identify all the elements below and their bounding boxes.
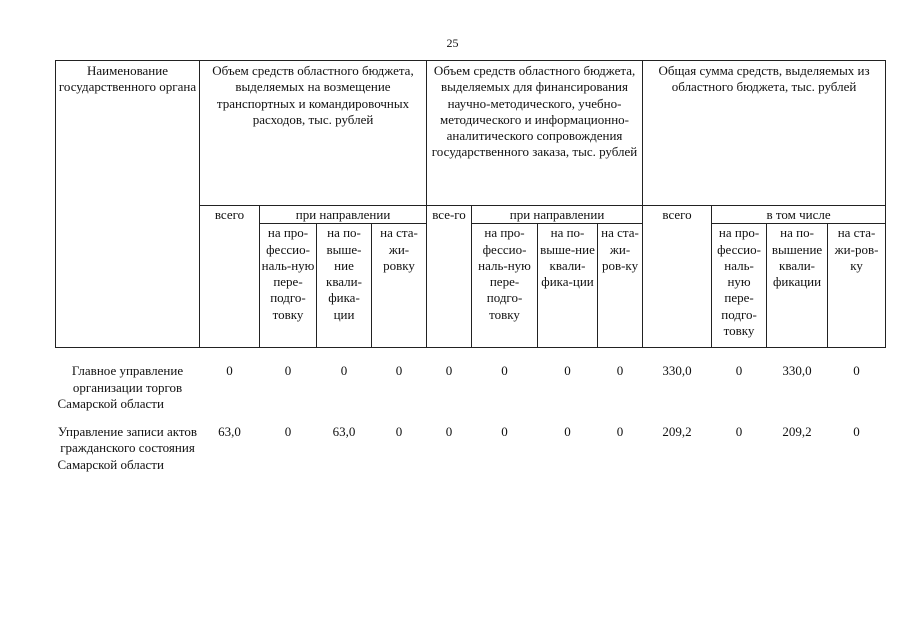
org-name: Главное управление организации торгов Самарской области (57, 363, 184, 411)
value-cell: 0 (284, 363, 292, 379)
value-cell: 0 (853, 363, 860, 379)
value-cell: 0 (445, 424, 453, 440)
header-retraining-3: на про-фессио-наль-ную пере-подго-товку (712, 224, 767, 348)
value-cell: 0 (564, 424, 571, 440)
org-name: Управление записи актов гражданского состояния Самарской области (57, 424, 198, 472)
value-cell: 0 (445, 363, 453, 379)
header-group-methodical: Объем средств областного бюджета, выделяемых для финансирования научно-методического, учебно-методического и информационно-аналитического сопровождения государственного заказа, тыс. рублей (427, 61, 643, 206)
value-cell: 0 (616, 424, 624, 440)
header-internship-3: на ста-жи-ров-ку (828, 224, 886, 348)
header-internship-1: на ста-жи-ровку (372, 224, 427, 348)
value-cell: 63,0 (332, 424, 356, 440)
value-cell: 330,0 (662, 363, 692, 379)
value-cell: 209,2 (662, 424, 692, 440)
header-group-transport: Объем средств областного бюджета, выделяемых на возмещение транспортных и командировочных расходов, тыс. рублей (200, 61, 427, 206)
value-cell: 0 (395, 424, 403, 440)
value-cell: 0 (735, 363, 743, 379)
header-total-2: все-го (427, 206, 472, 348)
header-org: Наименование государственного органа (56, 61, 200, 348)
header-direction-1: при направлении (260, 206, 427, 224)
value-cell: 0 (564, 363, 571, 379)
header-including-3: в том числе (712, 206, 886, 224)
value-cell: 0 (853, 424, 860, 440)
value-cell: 0 (284, 424, 292, 440)
header-qualification-3: на по-вышение квали-фикации (767, 224, 828, 348)
header-total-1: всего (200, 206, 260, 348)
value-cell: 0 (501, 424, 508, 440)
header-retraining-1: на про-фессио-наль-ную пере-подго-товку (260, 224, 317, 348)
value-cell: 0 (616, 363, 624, 379)
value-cell: 63,0 (218, 424, 241, 440)
page-number: 25 (446, 36, 459, 50)
value-cell: 0 (501, 363, 508, 379)
table-row (56, 348, 886, 412)
header-group-total: Общая сумма средств, выделяемых из областного бюджета, тыс. рублей (643, 61, 886, 206)
header-qualification-1: на по-выше-ние квали-фика-ции (317, 224, 372, 348)
value-cell: 0 (226, 363, 233, 379)
header-total-3: всего (643, 206, 712, 348)
value-cell: 330,0 (782, 363, 812, 379)
header-retraining-2: на про-фессио-наль-ную пере-подго-товку (472, 224, 538, 348)
header-direction-2: при направлении (472, 206, 643, 224)
table-row (56, 412, 886, 473)
budget-table (55, 60, 886, 473)
value-cell: 0 (340, 363, 348, 379)
value-cell: 0 (735, 424, 743, 440)
header-internship-2: на ста-жи-ров-ку (598, 224, 643, 348)
value-cell: 209,2 (782, 424, 812, 440)
header-qualification-2: на по-выше-ние квали-фика-ции (538, 224, 598, 348)
value-cell: 0 (395, 363, 403, 379)
